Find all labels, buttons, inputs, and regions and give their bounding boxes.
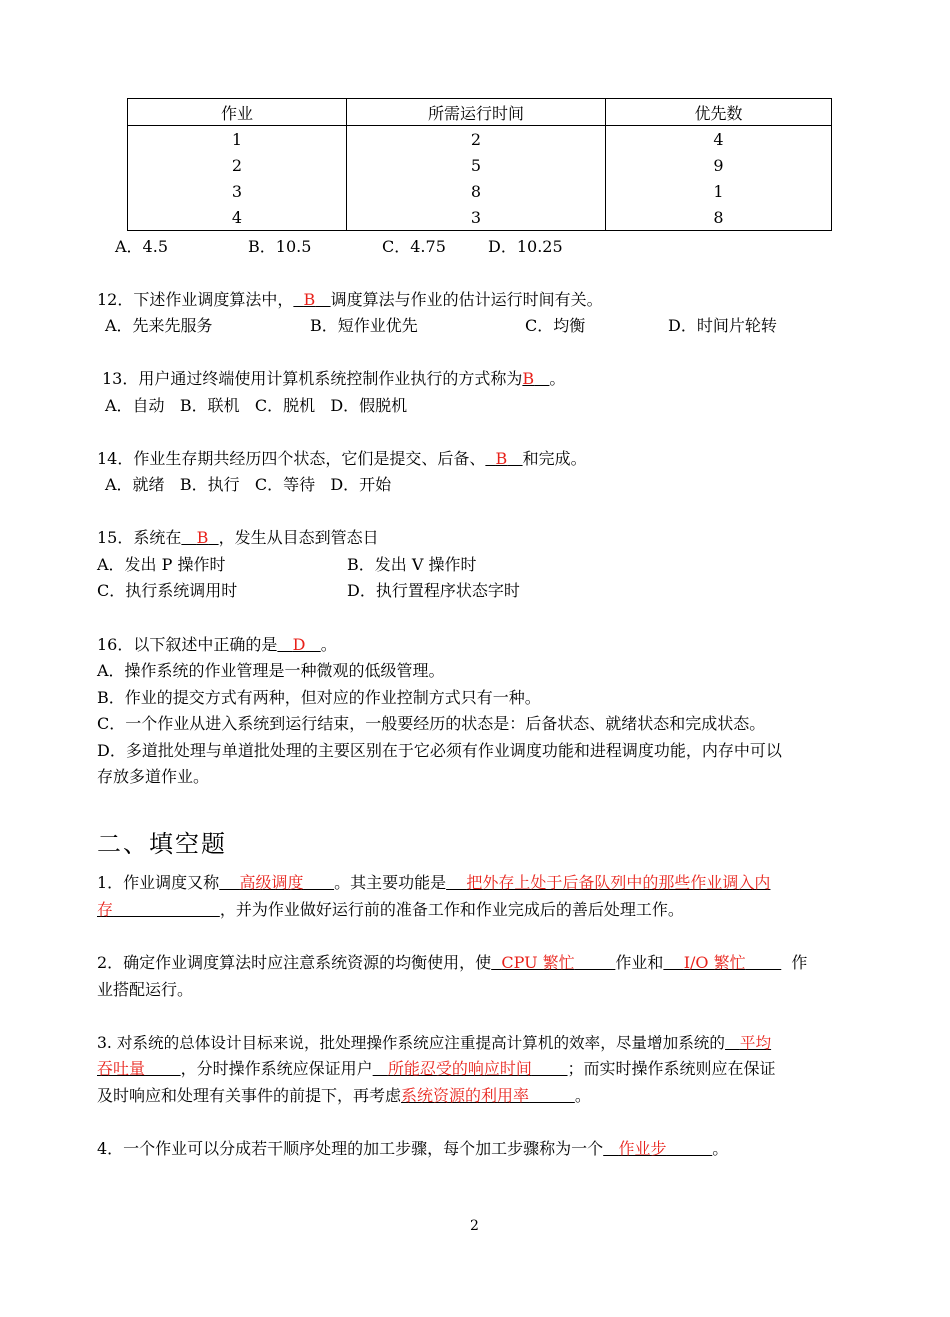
q12-option-a: A．先来先服务 bbox=[105, 316, 213, 335]
fill-2-text-2: 作业和 bbox=[615, 953, 664, 972]
q16-option-a: A．操作系统的作业管理是一种微观的低级管理。 bbox=[97, 661, 445, 680]
fill-3-text: 3. 对系统的总体设计目标来说，批处理操作系统应注重提高计算机的效率，尽量增加系统的 bbox=[97, 1034, 725, 1052]
question-16-suffix: 。 bbox=[320, 635, 337, 654]
header-priority: 优先数 bbox=[606, 99, 832, 126]
fill-2-line2: 业搭配运行。 bbox=[97, 980, 194, 999]
q12-option-b: B．短作业优先 bbox=[310, 316, 418, 335]
fill-1-text: 1．作业调度又称 bbox=[97, 873, 220, 892]
fill-2-answer-1: CPU 繁忙 bbox=[501, 953, 575, 972]
fill-3-answer-3: 系统资源的利用率 bbox=[401, 1086, 530, 1105]
fill-3-line2 bbox=[97, 1056, 776, 1082]
question-15-prefix: 15．系统在 bbox=[97, 528, 182, 547]
question-14-prefix: 14．作业生存期共经历四个状态，它们是提交、后备、 bbox=[97, 449, 486, 468]
q11-option-c: C．4.75 bbox=[382, 237, 446, 256]
question-14 bbox=[97, 446, 587, 472]
fill-4-answer: 作业步 bbox=[618, 1139, 667, 1158]
q16-option-d: D．多道批处理与单道批处理的主要区别在于它必须有作业调度功能和进程调度功能，内存中可以 bbox=[97, 741, 782, 760]
q16-option-d-cont: 存放多道作业。 bbox=[97, 767, 210, 786]
fill-3-text-3: ；而实时操作系统则应在保证 bbox=[567, 1059, 776, 1078]
q12-option-d: D．时间片轮转 bbox=[668, 316, 777, 335]
header-runtime: 所需运行时间 bbox=[347, 99, 606, 126]
question-14-suffix: 和完成。 bbox=[522, 449, 587, 468]
fill-2-text: 2．确定作业调度算法时应注意系统资源的均衡使用，使 bbox=[97, 953, 492, 972]
fill-4-text-2: 。 bbox=[712, 1139, 729, 1158]
fill-2-text-3: 作 bbox=[791, 953, 808, 972]
fill-3-text-2: ，分时操作系统应保证用户 bbox=[180, 1059, 373, 1078]
fill-3-answer-1: 平均 bbox=[739, 1034, 772, 1052]
header-job: 作业 bbox=[128, 99, 347, 126]
table-cell: 4 bbox=[606, 126, 832, 153]
question-15-answer: B bbox=[196, 528, 209, 547]
question-13-answer: B bbox=[522, 369, 535, 388]
q15-option-c: C．执行系统调用时 bbox=[97, 581, 238, 600]
question-15 bbox=[97, 525, 379, 551]
fill-2-answer-2: I/O 繁忙 bbox=[683, 953, 746, 972]
question-12-prefix: 12．下述作业调度算法中， bbox=[97, 290, 294, 309]
q15-option-a: A．发出 P 操作时 bbox=[97, 555, 226, 574]
question-13-prefix: 13．用户通过终端使用计算机系统控制作业执行的方式称为 bbox=[102, 369, 523, 388]
q16-option-b: B．作业的提交方式有两种，但对应的作业控制方式只有一种。 bbox=[97, 688, 541, 707]
q13-options: A．自动 B．联机 C．脱机 D．假脱机 bbox=[105, 396, 408, 415]
fill-1-answer-1: 高级调度 bbox=[239, 873, 304, 892]
question-16-answer: D bbox=[292, 635, 306, 654]
fill-1-answer-2-cont: 存 bbox=[97, 900, 114, 919]
section-title: 二、填空题 bbox=[97, 830, 227, 858]
fill-3-answer-1-cont: 吞吐量 bbox=[97, 1059, 146, 1078]
table-row bbox=[128, 152, 832, 178]
job-table bbox=[127, 98, 832, 231]
fill-1-text-3: ，并为作业做好运行前的准备工作和作业完成后的善后处理工作。 bbox=[219, 900, 684, 919]
fill-3-text-4: 及时响应和处理有关事件的前提下，再考虑 bbox=[97, 1086, 402, 1105]
q14-options: A．就绪 B．执行 C．等待 D．开始 bbox=[105, 475, 392, 494]
question-16-prefix: 16．以下叙述中正确的是 bbox=[97, 635, 278, 654]
fill-3-line3 bbox=[97, 1083, 591, 1109]
table-cell: 5 bbox=[347, 152, 606, 178]
question-15-suffix: ，发生从目态到管态日 bbox=[218, 528, 379, 547]
table-cell: 2 bbox=[347, 126, 606, 153]
q12-option-c: C．均衡 bbox=[525, 316, 586, 335]
fill-3-answer-2: 所能忍受的响应时间 bbox=[387, 1059, 532, 1078]
q16-option-c: C．一个作业从进入系统到运行结束，一般要经历的状态是：后备状态、就绪状态和完成状态。 bbox=[97, 714, 766, 733]
fill-3-text-5: 。 bbox=[574, 1086, 591, 1105]
table-cell: 8 bbox=[606, 204, 832, 231]
table-cell: 4 bbox=[128, 204, 347, 231]
table-cell: 8 bbox=[347, 178, 606, 204]
question-12-suffix: 调度算法与作业的估计运行时间有关。 bbox=[330, 290, 603, 309]
page-number: 2 bbox=[470, 1218, 479, 1234]
fill-1-line2 bbox=[97, 897, 684, 923]
q11-option-b: B．10.5 bbox=[248, 237, 312, 256]
fill-2-line1 bbox=[97, 950, 807, 976]
fill-1-line1 bbox=[97, 870, 770, 896]
q15-option-d: D．执行置程序状态字时 bbox=[347, 581, 520, 600]
table-cell: 2 bbox=[128, 152, 347, 178]
q11-option-d: D．10.25 bbox=[488, 237, 563, 256]
q11-option-a: A．4.5 bbox=[115, 237, 169, 256]
fill-1-answer-2: 把外存上处于后备队列中的那些作业调入内 bbox=[466, 873, 771, 892]
fill-3-line1 bbox=[97, 1030, 771, 1056]
question-12-answer: B bbox=[303, 290, 316, 309]
fill-4-text: 4．一个作业可以分成若干顺序处理的加工步骤，每个加工步骤称为一个 bbox=[97, 1139, 604, 1158]
question-16 bbox=[97, 632, 337, 658]
table-row bbox=[128, 126, 832, 153]
q15-option-b: B．发出 V 操作时 bbox=[347, 555, 477, 574]
table-cell: 9 bbox=[606, 152, 832, 178]
question-14-answer: B bbox=[495, 449, 508, 468]
table-cell: 3 bbox=[347, 204, 606, 231]
question-13-suffix: 。 bbox=[549, 369, 566, 388]
question-13 bbox=[102, 366, 565, 392]
fill-1-text-2: 。其主要功能是 bbox=[334, 873, 447, 892]
fill-4 bbox=[97, 1136, 728, 1162]
table-cell: 1 bbox=[606, 178, 832, 204]
table-row bbox=[128, 204, 832, 231]
table-header-row bbox=[128, 99, 832, 126]
question-12 bbox=[97, 287, 603, 313]
table-cell: 3 bbox=[128, 178, 347, 204]
table-row bbox=[128, 178, 832, 204]
table-cell: 1 bbox=[128, 126, 347, 153]
